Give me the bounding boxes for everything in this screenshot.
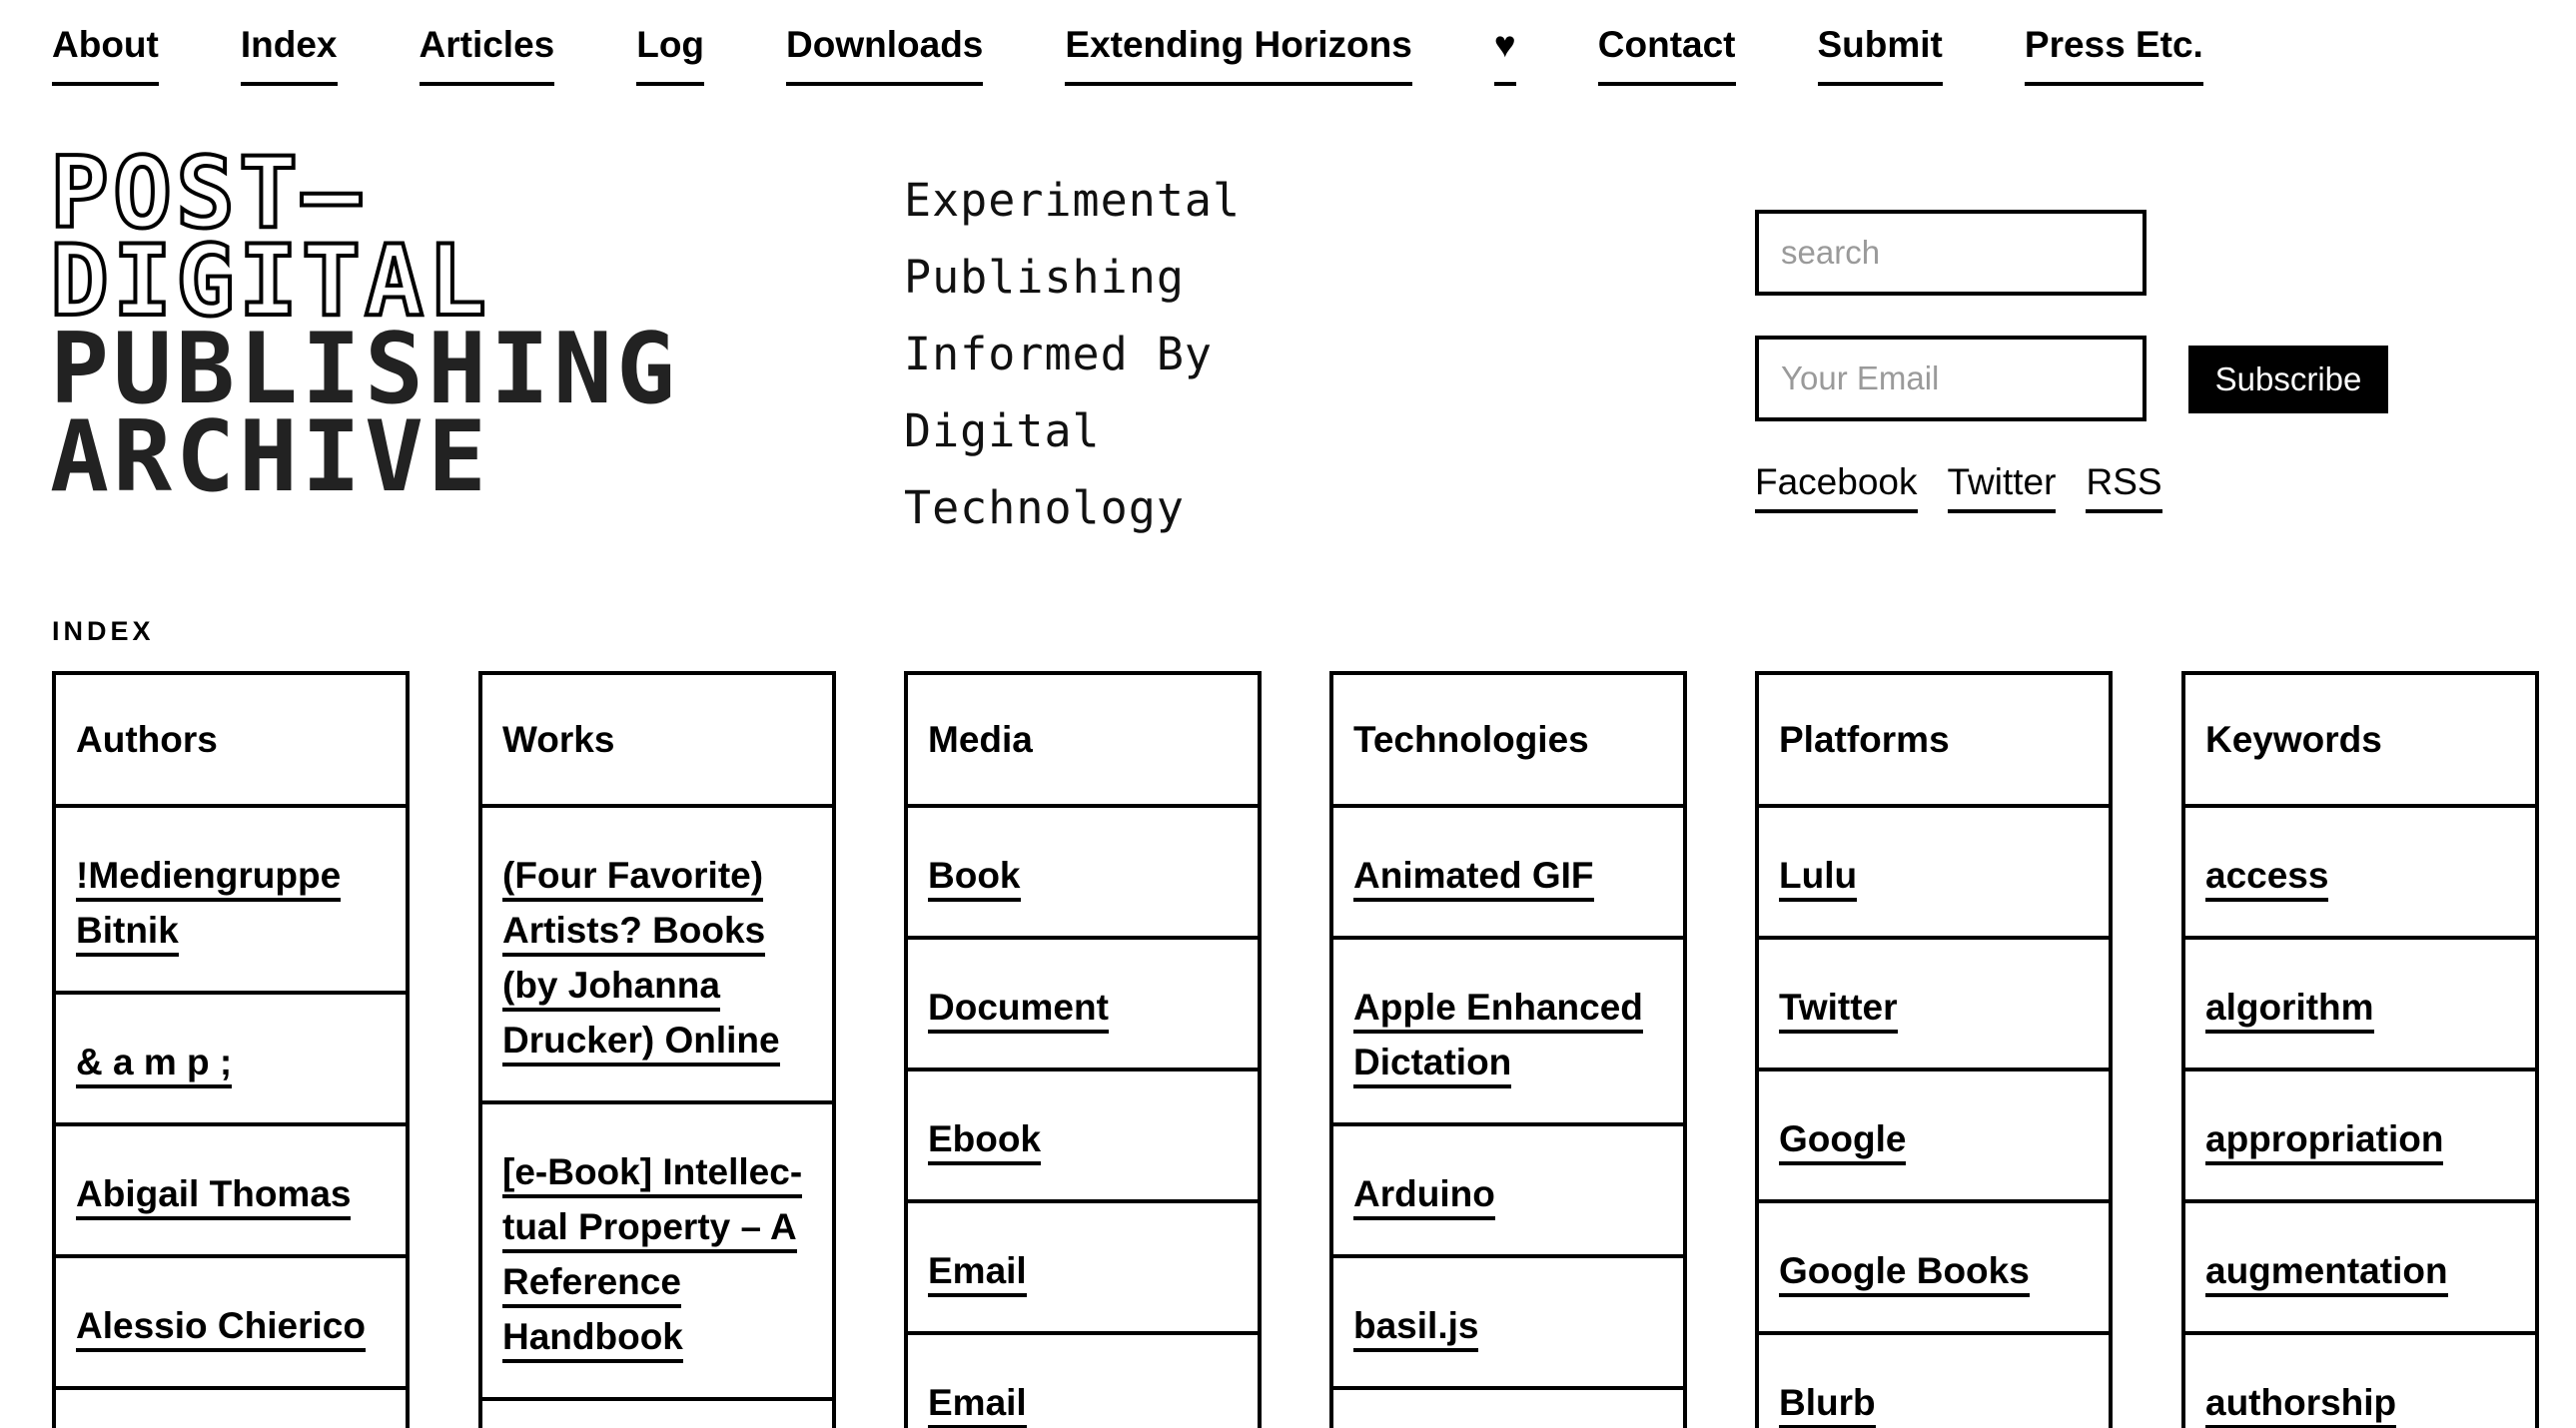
nav-heart-icon[interactable]: ♥ [1494,22,1516,86]
logo-line-archive: ARCHIVE [50,400,491,514]
tagline-line: Digital [904,404,1101,457]
keyword-link[interactable]: algorithm [2205,987,2374,1034]
technology-link[interactable]: basil.js [1353,1305,1478,1352]
technology-link[interactable]: Animated GIF [1353,855,1594,902]
rss-link[interactable]: RSS [2086,459,2161,513]
list-item [1333,1258,1683,1390]
nav-index[interactable]: Index [241,22,338,86]
list-item [908,1335,1258,1428]
list-item [56,808,406,995]
technology-link[interactable]: Apple Enhanced Dictation [1353,987,1643,1088]
platform-link[interactable]: Lulu [1779,855,1857,902]
tagline-line: Informed By [904,328,1214,380]
list-item [1759,1335,2109,1428]
keyword-link[interactable]: authorship [2205,1382,2396,1428]
list-item [1759,1203,2109,1335]
list-item [56,1126,406,1258]
email-field[interactable] [1755,336,2147,421]
top-nav [52,22,2203,86]
author-link[interactable]: Alessio Chierico [76,1305,366,1352]
index-column-media [904,671,1262,1428]
list-item [2185,1071,2535,1203]
list-item [2185,940,2535,1071]
list-item [2185,1203,2535,1335]
tagline-line: Publishing [904,251,1185,304]
list-item [2185,808,2535,940]
search-input[interactable] [1755,210,2147,296]
site-tagline [904,162,1241,546]
index-column-works [478,671,836,1428]
list-item [908,940,1258,1071]
list-item [1759,940,2109,1071]
platform-link[interactable]: Blurb [1779,1382,1876,1428]
nav-extending-horizons[interactable]: Extending Horizons [1065,22,1411,86]
list-item [908,808,1258,940]
list-item [1333,808,1683,940]
column-header: Platforms [1759,675,2109,808]
column-header: Keywords [2185,675,2535,808]
technology-link[interactable]: Arduino [1353,1173,1495,1220]
work-link[interactable]: [e-Book] Intellec-tual Property – A Reference Handbook [502,1151,802,1363]
list-item [482,1104,832,1401]
index-column-platforms [1755,671,2113,1428]
social-links [1755,459,2192,513]
column-header: Works [482,675,832,808]
tagline-line: Technology [904,481,1185,534]
list-item [908,1071,1258,1203]
list-item [1759,1071,2109,1203]
list-item [2185,1335,2535,1428]
site-logo[interactable] [50,137,680,514]
column-header: Technologies [1333,675,1683,808]
column-header: Media [908,675,1258,808]
list-item [908,1203,1258,1335]
column-header: Authors [56,675,406,808]
author-link[interactable]: & a m p ; [76,1042,232,1088]
nav-contact[interactable]: Contact [1598,22,1736,86]
author-link[interactable]: !Mediengruppe Bitnik [76,855,341,957]
media-link[interactable]: Email [928,1250,1027,1297]
nav-downloads[interactable]: Downloads [786,22,983,86]
nav-log[interactable]: Log [636,22,704,86]
index-column-authors [52,671,410,1428]
list-item [482,808,832,1104]
keyword-link[interactable]: access [2205,855,2328,902]
list-item [1333,940,1683,1126]
facebook-link[interactable]: Facebook [1755,459,1918,513]
nav-press[interactable]: Press Etc. [2025,22,2203,86]
media-link[interactable]: Email [928,1382,1027,1428]
keyword-link[interactable]: augmentation [2205,1250,2448,1297]
platform-link[interactable]: Google Books [1779,1250,2030,1297]
list-item [56,995,406,1126]
platform-link[interactable]: Twitter [1779,987,1898,1034]
list-item [1759,808,2109,940]
media-link[interactable]: Ebook [928,1118,1041,1165]
list-item [1333,1126,1683,1258]
logo-line-post: POST— [50,137,366,251]
media-link[interactable]: Document [928,987,1109,1034]
nav-about[interactable]: About [52,22,159,86]
media-link[interactable]: Book [928,855,1021,902]
list-item [56,1258,406,1390]
index-column-keywords [2181,671,2539,1428]
twitter-link[interactable]: Twitter [1948,459,2057,513]
index-heading: INDEX [52,616,155,646]
logo-line-publishing: PUBLISHING [50,313,680,426]
platform-link[interactable]: Google [1779,1118,1906,1165]
nav-articles[interactable]: Articles [420,22,555,86]
keyword-link[interactable]: appropriation [2205,1118,2443,1165]
nav-submit[interactable]: Submit [1818,22,1943,86]
subscribe-button[interactable]: Subscribe [2188,346,2388,413]
logo-line-digital: DIGITAL [50,225,491,339]
index-column-technologies [1329,671,1687,1428]
work-link[interactable]: (Four Favorite) Artists? Books (by Johanna Drucker) Online [502,855,780,1067]
author-link[interactable]: Abigail Thomas [76,1173,351,1220]
tagline-line: Experimental [904,174,1242,227]
